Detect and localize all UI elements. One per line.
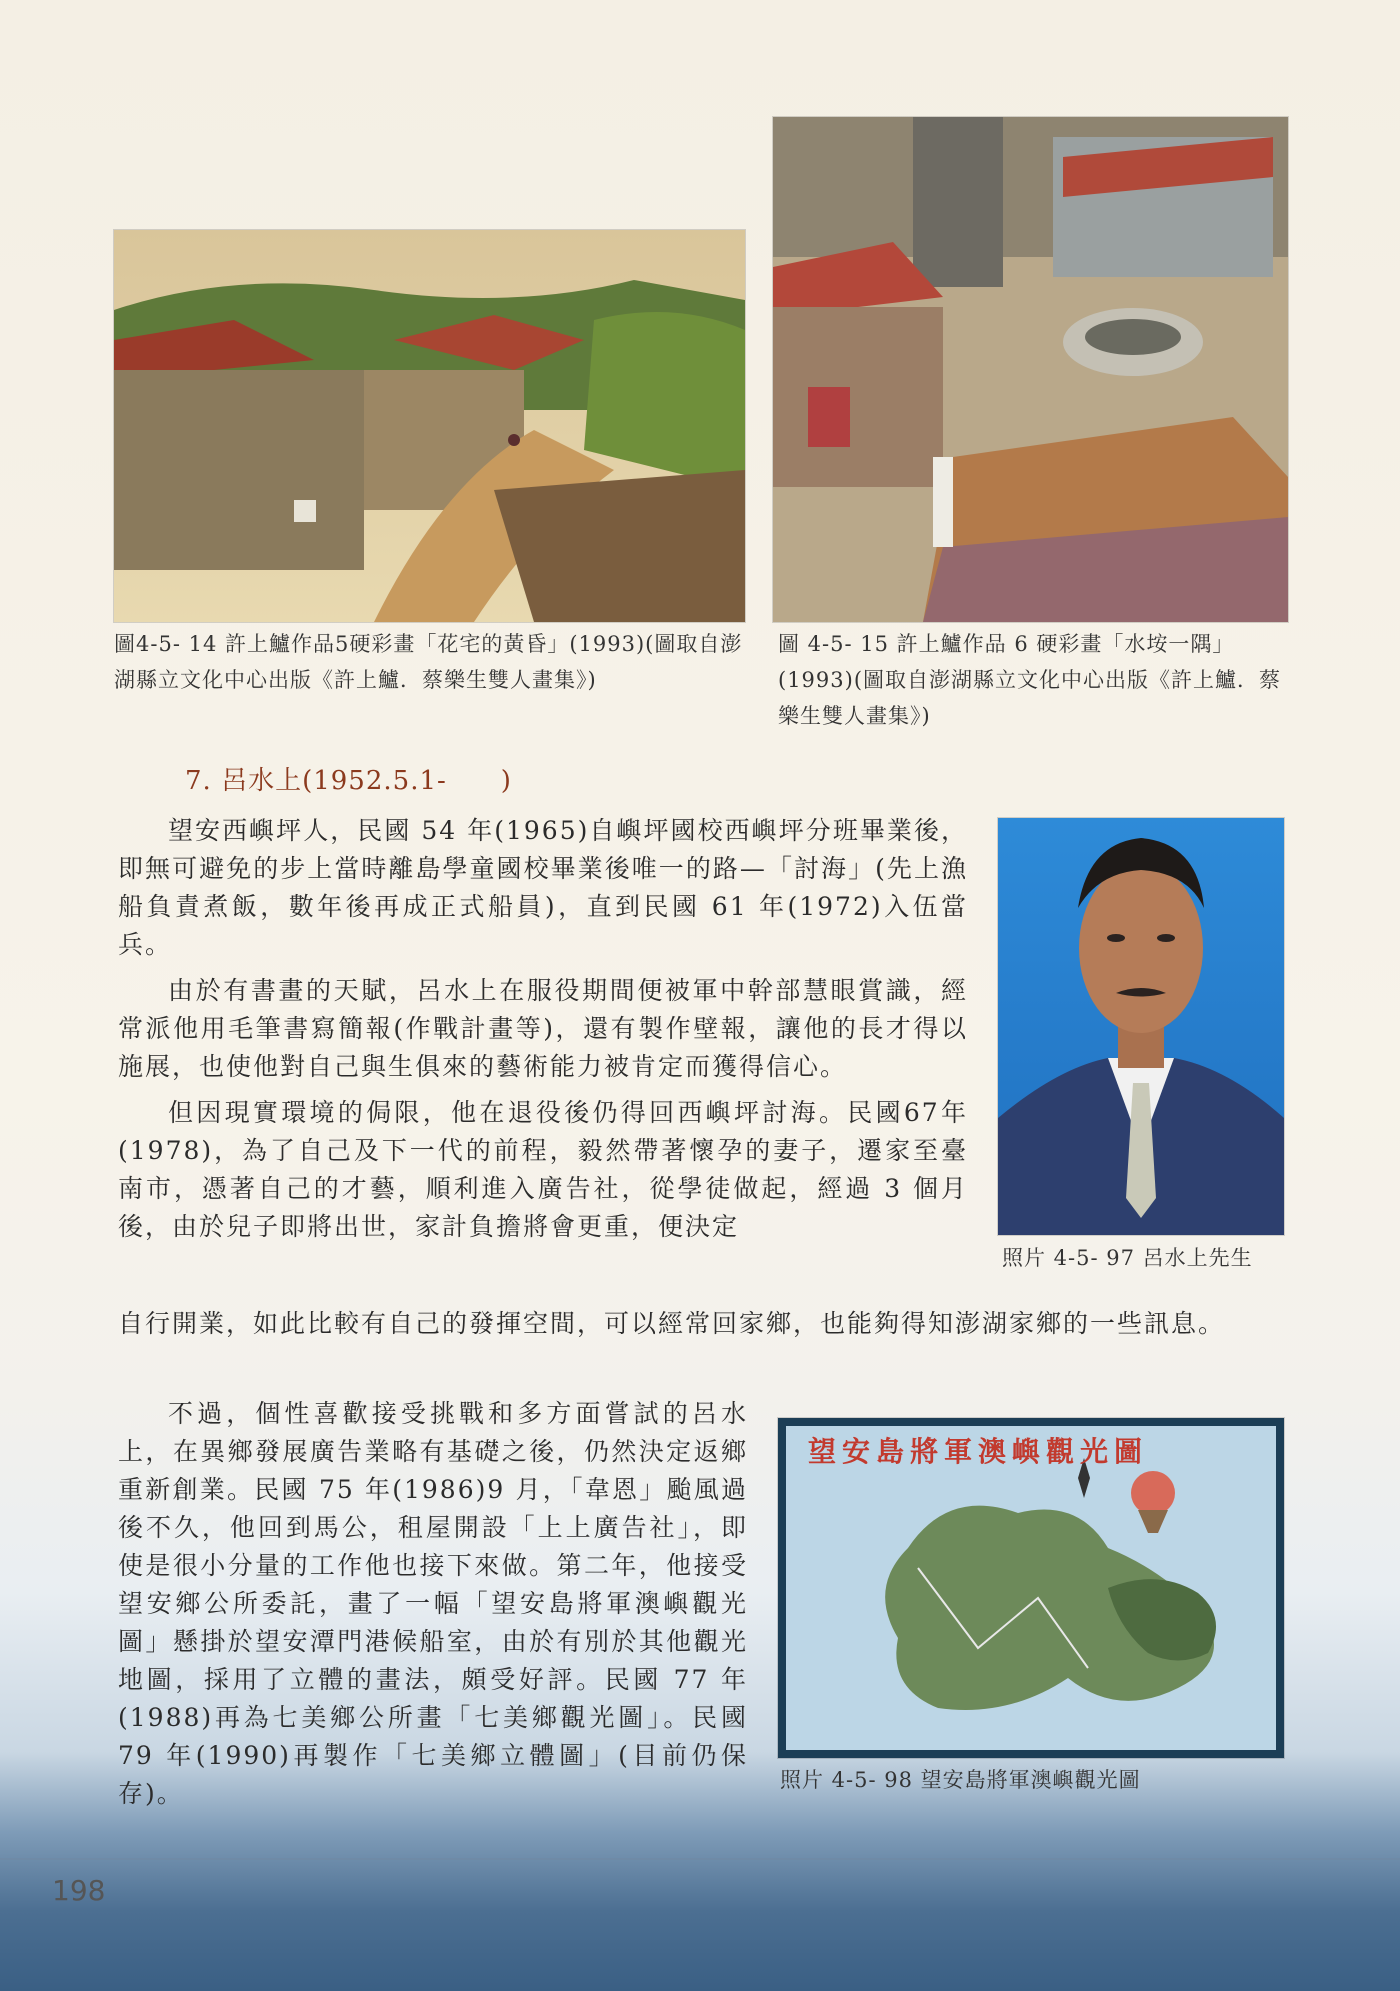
body-text-lower — [118, 1395, 748, 1821]
horizon-line — [0, 1858, 1400, 1860]
caption-fig-4-5-15: 圖 4-5- 15 許上鱸作品 6 硬彩畫「水垵一隅」(1993)(圖取自澎湖縣立文化中心出版《許上鱸．蔡樂生雙人畫集》) — [778, 632, 1282, 728]
caption-photo-4-5-98: 照片 4-5- 98 望安島將軍澳嶼觀光圖 — [780, 1768, 1141, 1792]
map-title: 望安島將軍澳嶼觀光圖 — [808, 1435, 1149, 1468]
paragraph-2: 由於有書畫的天賦，呂水上在服役期間便被軍中幹部慧眼賞識，經常派他用毛筆書寫簡報(作戰計畫等)，還有製作壁報，讓他的長才得以施展，也使他對自己與生俱來的藝術能力被肯定而獲得信心。 — [118, 976, 968, 1081]
paragraph-1: 望安西嶼坪人，民國 54 年(1965)自嶼坪國校西嶼坪分班畢業後，即無可避免的步上當時離島學童國校畢業後唯一的路—「討海」(先上漁船負責煮飯，數年後再成正式船員)，直到民國 61 年(1972)入伍當兵。 — [118, 816, 968, 959]
body-text-upper — [118, 812, 968, 1246]
caption-photo-4-5-97: 照片 4-5- 97 呂水上先生 — [1002, 1246, 1253, 1270]
photo-tourist-map — [778, 1418, 1284, 1758]
page-number: 198 — [52, 1874, 106, 1907]
painting-huazhai-dusk-image — [114, 230, 745, 622]
paragraph-3b: 自行開業，如此比較有自己的發揮空間，可以經常回家鄉，也能夠得知澎湖家鄉的一些訊息。 — [118, 1309, 1226, 1338]
caption-fig-4-5-14: 圖4-5- 14 許上鱸作品5硬彩畫「花宅的黃昏」(1993)(圖取自澎湖縣立文化中心出版《許上鱸．蔡樂生雙人畫集》) — [114, 632, 743, 692]
section-heading: 7. 呂水上(1952.5.1- ) — [185, 766, 512, 796]
portrait-image — [998, 818, 1284, 1235]
painting-shuian-corner-image — [773, 117, 1288, 622]
photo-lu-shuishang — [998, 818, 1284, 1235]
painting-shuian-corner — [773, 117, 1288, 622]
paragraph-4: 不過，個性喜歡接受挑戰和多方面嘗試的呂水上，在異鄉發展廣告業略有基礎之後，仍然決定返鄉重新創業。民國 75 年(1986)9 月，「韋恩」颱風過後不久，他回到馬公，租屋開設「上上廣告社」，即使是很小分量的工作他也接下來做。第二年，他接受望安鄉公所委託，畫了一幅「望安島將軍澳嶼觀光圖」懸掛於望安潭門港候船室，由於有別於其他觀光地圖，採用了立體的畫法，頗受好評。民國 77 年(1988)再為七美鄉公所畫「七美鄉觀光圖」。民國 79 年(1990)再製作「七美鄉立體圖」(目前仍保存)。 — [118, 1399, 748, 1808]
painting-huazhai-dusk — [114, 230, 745, 622]
paragraph-3a: 但因現實環境的侷限，他在退役後仍得回西嶼坪討海。民國67年(1978)，為了自己及下一代的前程，毅然帶著懷孕的妻子，遷家至臺南市，憑著自己的才藝，順利進入廣告社，從學徒做起，經過 3 個月後，由於兒子即將出世，家計負擔將會更重，便決定 — [118, 1098, 968, 1241]
